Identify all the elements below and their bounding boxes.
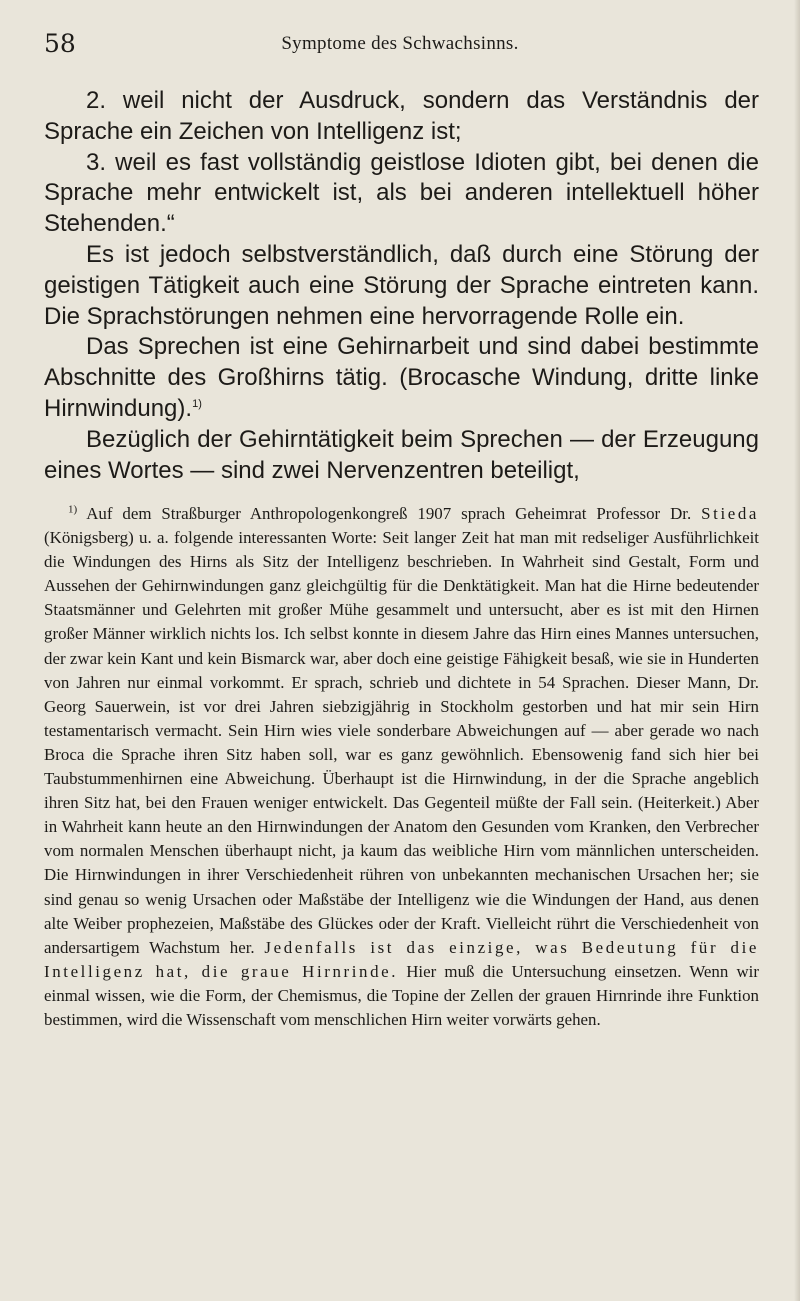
footnote-name-stieda: Stieda <box>701 504 759 523</box>
paragraph-speech-disorders: Es ist jedoch selbstverständlich, daß durch eine Störung der geistigen Tätigkeit auch eine Störung der Sprache eintreten kann. Die Sprachstörungen nehmen eine hervorragende Rolle ein. <box>44 240 759 330</box>
paragraph-brain-work <box>44 332 759 424</box>
paragraph-brain-work-text: Das Sprechen ist eine Gehirnarbeit und sind dabei bestimmte Abschnitte des Großhirns tätig. (Brocasche Windung, dritte linke Hirnwindung). <box>44 333 759 422</box>
paragraph-nerve-centers: Bezüglich der Gehirntätigkeit beim Sprechen — der Erzeugung eines Wortes — sind zwei Nervenzentren beteiligt, <box>44 425 759 484</box>
paragraph-point-3: 3. weil es fast vollständig geistlose Idioten gibt, bei denen die Sprache mehr entwickelt ist, als bei anderen intellektuell höher Stehenden.“ <box>44 148 759 238</box>
footnote-reference: 1) <box>192 397 202 410</box>
footnote-block <box>44 502 759 1032</box>
footnote-emphasis: Jedenfalls ist das einzige, was Bedeutung für die Intelligenz hat, die graue Hirnrinde. <box>44 937 759 981</box>
footnote <box>44 502 759 1032</box>
running-head <box>30 30 770 58</box>
paragraph-point-2: 2. weil nicht der Ausdruck, sondern das Verständnis der Sprache ein Zeichen von Intelligenz ist; <box>44 87 759 145</box>
page-edge <box>794 0 800 1301</box>
page-number: 58 <box>44 29 76 58</box>
running-title: Symptome des Schwachsinns. <box>281 33 519 54</box>
footnote-text-middle: (Königsberg) u. a. folgende interessanten Worte: Seit langer Zeit hat man mit redseliger Ausführlichkeit die Windungen des Hirns als Sitz der Intelligenz beschrieben. In Wahrheit sind Gestalt, Form und Aussehen der Gehirnwindungen ganz gleichgültig für die Denktätigkeit. Man hat die Hirne bedeutender Staatsmänner und Gelehrten mit großer Mühe gesammelt und untersucht, aber es ist mit den Hirnen großer Männer wirklich nichts los. Ich selbst konnte in diesem Jahre das Hirn eines Mannes untersuchen, der zwar kein Kant und kein Bismarck war, aber doch eine geistige Fähigkeit besaß, wie sie in Hunderten von Jahren nur einmal vorkommt. Er sprach, schrieb und dichtete in 54 Sprachen. Dieser Mann, Dr. Georg Sauerwein, ist vor drei Jahren siebzigjährig in Stockholm gestorben und hat mir sein Hirn testamentarisch vermacht. Sein Hirn wies viele sonderbare Abweichungen auf — aber gerade wo nach Broca die Sprache ihren Sitz haben soll, war es ganz gewöhnlich. Ebensowenig fand sich hier bei Taubstummenhirnen eine Abweichung. Überhaupt ist die Hirnwindung, in der die Sprache angeblich ihren Sitz hat, bei den Frauen weniger entwickelt. Das Gegenteil müßte der Fall sein. (Heiterkeit.) Aber in Wahrheit kann heute an den Hirnwindungen der Anatom den Gesunden vom Kranken, den Verbrecher vom normalen Menschen überhaupt nicht, ja kaum das weibliche Hirn vom männlichen unterscheiden. Die Hirnwindungen in ihrer Verschiedenheit rühren von unbekannten mechanischen Ursachen her; sie sind genau so wenig Ursachen oder Maßstäbe der Intelligenz wie die Windungen der Hand, aus denen alte Weiber prophezeien, Maßstäbe des Glückes oder der Kraft. Vielleicht rührt die Verschiedenheit von andersartigem Wachstum her. <box>44 528 759 957</box>
footnote-mark: 1) <box>68 503 78 516</box>
footnote-text-start: Auf dem Straßburger Anthropologenkongreß 1907 sprach Geheimrat Professor Dr. <box>86 504 692 523</box>
footnote-text-end: Hier muß die Untersuchung einsetzen. Wenn wir einmal wissen, wie die Form, der Chemismus, die Topine der Zellen der grauen Hirnrinde ihre Funktion bestimmen, wird die Wissenschaft vom menschlichen Hirn weiter vorwärts gehen. <box>44 961 759 1029</box>
main-text <box>44 86 759 486</box>
